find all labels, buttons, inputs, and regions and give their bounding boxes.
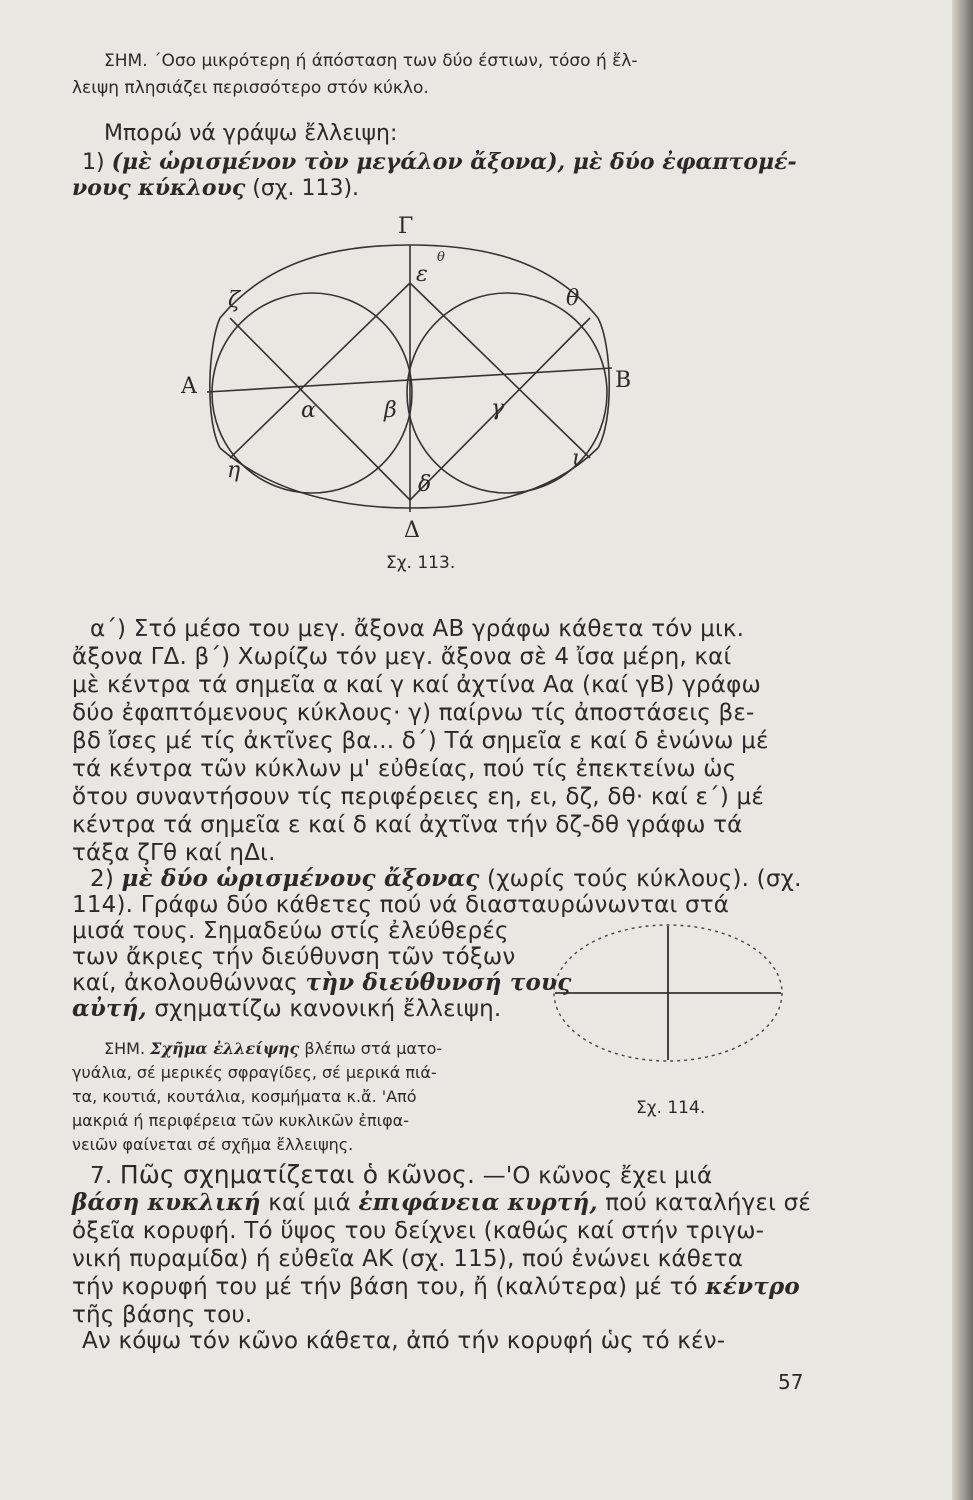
caption-114: Σχ. 114.: [636, 1098, 706, 1118]
label-theta-small: θ: [437, 250, 445, 265]
section7-line-3: ὀξεῖα κορυφή. Τό ὕψος του δείχνει (καθώς καί στήν τριγω-: [72, 1218, 765, 1244]
item2-text: καί, ἀκολουθώννας: [72, 970, 298, 996]
item2-text-2: σχηματίζω κανονική ἔλλειψη.: [154, 996, 502, 1022]
intro-heading: Μπορώ νά γράψω ἔλλειψη:: [104, 121, 398, 146]
para-line: βδ ἴσες μέ τίς ἀκτῖνες βα... δ΄) Τά σημεῖα ε καί δ ἑνώνω μέ: [72, 728, 769, 754]
item2-emphasis: μὲ δύο ὡρισμένους ἄξονας: [121, 865, 480, 892]
item2-line-3: μισά τους. Σημαδεύω στίς ἐλεύθερές: [72, 918, 509, 944]
item2-tail: (χωρίς τούς κύκλους). (σχ.: [487, 866, 802, 892]
note-line-2: λειψη πλησιάζει περισσότερο στόν κύκλο.: [72, 78, 429, 98]
note2-text: βλέπω στά ματο-: [304, 1039, 443, 1058]
para-line: κέντρα τά σημεῖα ε καί δ καί ἀχτῖνα τήν δζ-δθ γράφω τά: [72, 812, 743, 838]
section7-text-2: καί μιά: [268, 1190, 352, 1216]
section7-line-4: νική πυραμίδα) ή εὐθεῖα ΑΚ (σχ. 115), πού ἐνώνει κάθετα: [72, 1246, 744, 1272]
item1-emphasis-2: νους κύκλους: [72, 175, 246, 201]
section7-text-4: τήν κορυφή του μέ τήν βάση του, ἤ (καλύτερα) μέ τό: [72, 1274, 698, 1300]
section7-line-5: [72, 1272, 800, 1302]
section-title: Πῶς σχηματίζεται ὁ κῶνος.: [119, 1160, 476, 1189]
item1-reference: (σχ. 113).: [252, 176, 360, 201]
section7-line-6: τῆς βάσης του.: [72, 1302, 253, 1328]
item2-line-2: 114). Γράφω δύο κάθετες πού νά διασταυρώνωνται στά: [72, 892, 730, 918]
section7-line-1: [90, 1160, 712, 1191]
label-beta: β: [384, 398, 397, 423]
section-number: 7.: [90, 1163, 113, 1189]
label-B: Β: [615, 368, 632, 393]
item2-line-4: των ἄκριες τήν διεύθυνση τῶν τόξων: [72, 944, 516, 970]
label-alpha: α: [301, 398, 316, 423]
item1-number: 1): [82, 150, 105, 175]
label-zeta: ζ: [228, 288, 240, 313]
item1-emphasis: (μὲ ὡρισμένον τὸν μεγάλον ἄξονα), μὲ δύο ἐφαπτομέ-: [111, 149, 797, 175]
label-eta: η: [227, 458, 241, 483]
label-Gamma: Γ: [398, 214, 414, 239]
label-A: Α: [181, 374, 197, 399]
note2-line-1: [104, 1038, 442, 1060]
note2-line-4: μακριά ή περιφέρεια τῶν κυκλικῶν ἐπιφα-: [72, 1111, 409, 1130]
section7-text: —'Ο κῶνος ἔχει μιά: [482, 1163, 713, 1189]
item2-emphasis-2: τὴν διεύθυνσή τους: [305, 969, 572, 996]
para-line: ὅτου συναντήσουν τίς περιφέρειες εη, ει, δζ, δθ· καί ε΄) μέ: [72, 784, 764, 810]
label-theta: θ: [566, 286, 580, 311]
para-line: τάξα ζΓθ καί ηΔι.: [72, 840, 276, 866]
note2-lead: ΣΗΜ.: [104, 1039, 146, 1058]
note2-line-2: γυάλια, σέ μερικές σφραγίδες, σέ μερικά πιά-: [72, 1063, 437, 1082]
section7-emphasis-2: ἐπιφάνεια κυρτή,: [358, 1189, 598, 1216]
label-iota: ι: [572, 446, 581, 471]
page-number: 57: [778, 1370, 804, 1394]
section7-text-3: πού καταλήγει σέ: [605, 1190, 812, 1216]
label-Delta: Δ: [404, 518, 420, 543]
para-line: μὲ κέντρα τά σημεῖα α καί γ καί ἀχτίνα Αα (καί γΒ) γράφω: [72, 672, 762, 698]
para-line: τά κέντρα τῶν κύκλων μ' εὐθείας, πού τίς ἐπεκτείνω ὡς: [72, 756, 737, 782]
section7-line-2: [72, 1188, 811, 1218]
section7-emphasis-3: κέντρο: [705, 1273, 800, 1300]
para-line: ἄξονα ΓΔ. β΄) Χωρίζω τόν μεγ. ἄξονα σὲ 4 ἴσα μέρη, καί: [72, 644, 732, 670]
label-gamma: γ: [491, 396, 505, 421]
note2-line-5: νειῶν φαίνεται σέ σχῆμα ἔλλειψης.: [72, 1135, 354, 1154]
note2-line-3: τα, κουτιά, κουτάλια, κοσμήματα κ.ἄ. 'Από: [72, 1087, 417, 1106]
section7-emphasis-1: βάση κυκλική: [72, 1189, 261, 1216]
note2-emphasis: Σχῆμα ἐλλείψης: [150, 1039, 300, 1058]
caption-113: Σχ. 113.: [386, 553, 456, 573]
section7-line-7: Αν κόψω τόν κῶνο κάθετα, ἀπό τήν κορυφή ὡς τό κέν-: [82, 1328, 726, 1354]
note-line-1: ΣΗΜ. ΄Οσο μικρότερη ή άπόσταση των δύο έστιων, τόσο ή ἔλ-: [104, 51, 638, 71]
para-line: δύο ἐφαπτόμενους κύκλους· γ) παίρνω τίς ἀποστάσεις βε-: [72, 700, 755, 726]
label-delta: δ: [418, 472, 432, 497]
label-epsilon: ε: [416, 262, 428, 287]
item2-number: 2): [90, 866, 115, 892]
para-line: α΄) Στό μέσο του μεγ. ἄξονα ΑΒ γράφω κάθετα τόν μικ.: [90, 616, 745, 642]
item2-emphasis-3: αὐτή,: [72, 995, 147, 1022]
